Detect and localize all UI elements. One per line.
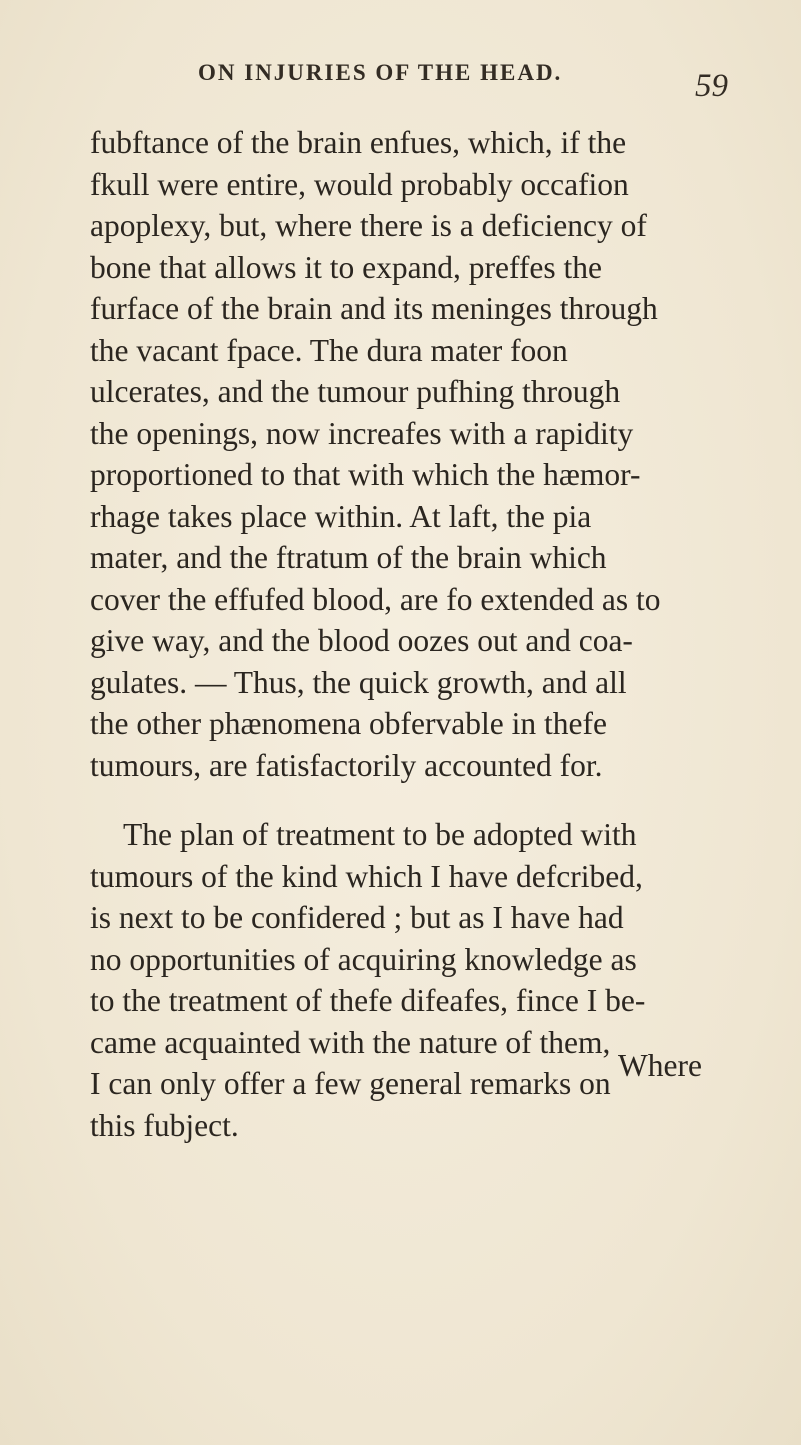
text-line: bone that allows it to expand, preffes the	[90, 249, 603, 285]
text-line: apoplexy, but, where there is a deficiency of	[90, 208, 647, 243]
text-line: tumours, are fatisfactorily accounted for.	[90, 747, 603, 783]
paragraph-2	[90, 814, 740, 1146]
running-head: ON INJURIES OF THE HEAD.	[198, 60, 563, 85]
text-line: gulates. — Thus, the quick growth, and all	[90, 664, 627, 700]
paragraph-1	[90, 122, 740, 786]
text-line: I can only offer a few general remarks on	[90, 1066, 611, 1101]
text-line: rhage takes place within. At laft, the pia	[90, 498, 592, 534]
body-text	[90, 122, 740, 1146]
text-line: the openings, now increafes with a rapidity	[90, 415, 634, 451]
text-line: fubftance of the brain enfues, which, if the	[90, 125, 627, 160]
page-number: 59	[695, 68, 728, 104]
text-line: cover the effufed blood, are fo extended as to	[90, 581, 661, 617]
text-line: tumours of the kind which I have defcribed,	[90, 858, 643, 894]
text-line: The plan of treatment to be adopted with	[123, 817, 637, 852]
paragraph-gap	[90, 786, 740, 814]
catchword: Where	[618, 1048, 702, 1083]
text-line: to the treatment of thefe difeafes, fince I be-	[90, 983, 646, 1018]
text-line: the vacant fpace. The dura mater foon	[90, 332, 568, 368]
text-line: give way, and the blood oozes out and coa-	[90, 623, 633, 658]
text-line: fkull were entire, would probably occafion	[90, 166, 629, 202]
text-line: no opportunities of acquiring knowledge as	[90, 941, 637, 977]
text-line: came acquainted with the nature of them,	[90, 1024, 611, 1060]
text-line: mater, and the ftratum of the brain which	[90, 540, 607, 575]
text-line: proportioned to that with which the hæmor-	[90, 457, 641, 492]
text-line: ulcerates, and the tumour pufhing through	[90, 374, 621, 409]
text-line: is next to be confidered ; but as I have had	[90, 900, 624, 935]
text-line: this fubject.	[90, 1107, 239, 1143]
text-line: furface of the brain and its meninges through	[90, 291, 658, 326]
text-line: the other phænomena obfervable in thefe	[90, 706, 607, 741]
